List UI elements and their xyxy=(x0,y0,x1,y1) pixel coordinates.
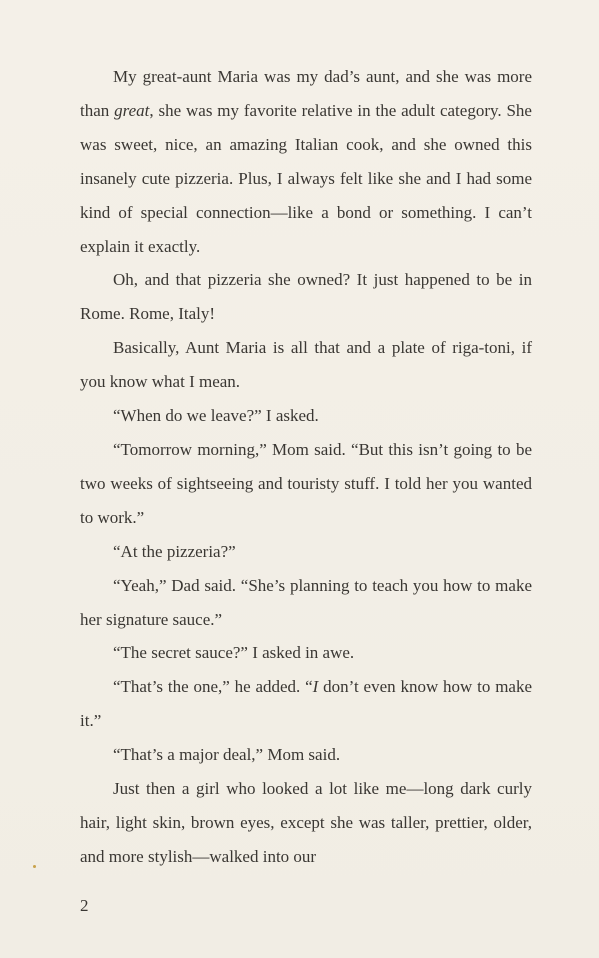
paragraph-2: Oh, and that pizzeria she owned? It just happened to be in Rome. Rome, Italy! xyxy=(80,270,532,324)
emphasized-word: I xyxy=(312,677,319,697)
paragraph-6: “At the pizzeria?” xyxy=(113,541,236,561)
paragraph-1: My great-aunt Maria was my dad’s aunt, and she was more than great, she was my favorite relative in the adult category. She was sweet, nice, an amazing Italian cook, and she owned this insanely cute pizzeria. Plus, I always felt like she and I had some kind of special connection—like a bond or something. I can’t explain it exactly. xyxy=(80,67,532,256)
page-number: 2 xyxy=(80,896,89,915)
margin-dot-mark xyxy=(33,865,36,868)
paragraph-7: “Yeah,” Dad said. “She’s planning to teach you how to make her signature sauce.” xyxy=(80,575,532,629)
paragraph-3: Basically, Aunt Maria is all that and a plate of riga-toni, if you know what I mean. xyxy=(80,338,532,392)
body-text xyxy=(80,60,532,874)
paragraph-11: Just then a girl who looked a lot like me—long dark curly hair, light skin, brown eyes, except she was taller, prettier, older, and more stylish—walked into our xyxy=(80,779,532,866)
paragraph-8: “The secret sauce?” I asked in awe. xyxy=(113,643,355,663)
paragraph-9: “That’s the one,” he added. “I don’t even know how to make it.” xyxy=(80,677,533,731)
paragraph-5: “Tomorrow morning,” Mom said. “But this isn’t going to be two weeks of sightseeing and touristy stuff. I told her you wanted to work.” xyxy=(80,439,532,527)
emphasized-word: great xyxy=(114,100,150,120)
paragraph-10: “That’s a major deal,” Mom said. xyxy=(113,745,341,765)
paragraph-4: “When do we leave?” I asked. xyxy=(113,406,319,426)
